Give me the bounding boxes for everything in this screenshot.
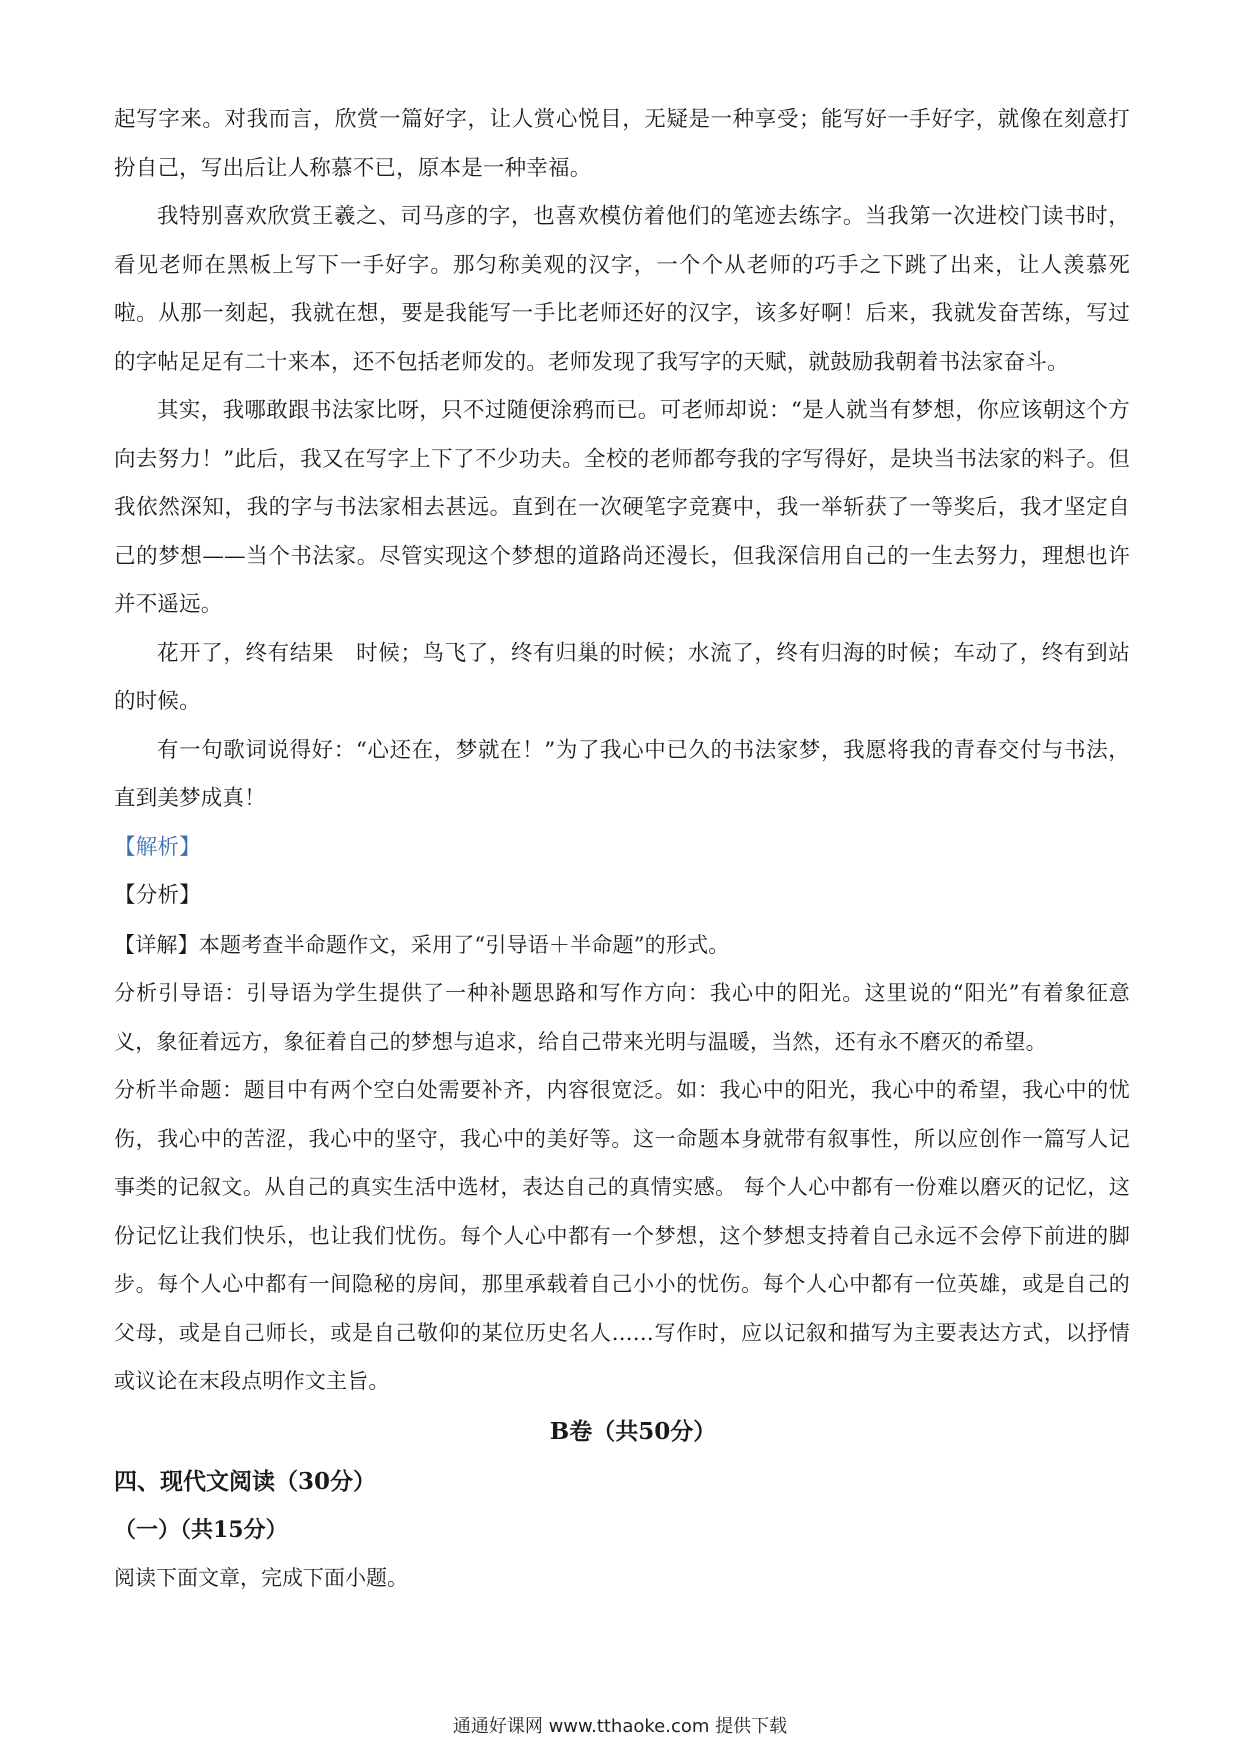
section-b-title: B卷（共50分） <box>549 1417 717 1445</box>
detail-paragraph: 【详解】本题考查半命题作文，采用了“引导语＋半命题”的形式。 <box>114 932 730 957</box>
page-content <box>114 96 1130 1602</box>
reading-instruction: 阅读下面文章，完成下面小题。 <box>114 1565 408 1590</box>
essay-paragraph: 我特别喜欢欣赏王羲之、司马彦的字，也喜欢模仿着他们的笔迹去练字。当我第一次进校门读书时，看见老师在黑板上写下一手好字。那匀称美观的汉字，一个个从老师的巧手之下跳了出来，让人羡慕死啦。从那一刻起，我就在想，要是我能写一手比老师还好的汉字，该多好啊！后来，我就发奋苦练，写过的字帖足足有二十来本，还不包括老师发的。老师发现了我写字的天赋，就鼓励我朝着书法家奋斗。 <box>114 204 1130 375</box>
page-footer: 通通好课网 www.tthaoke.com 提供下载 <box>452 1716 788 1737</box>
analysis-block <box>114 921 1130 1406</box>
jiexi-label: 【解析】 <box>114 834 201 860</box>
part-four-heading: 四、现代文阅读（30分） <box>114 1467 377 1495</box>
essay-paragraph: 有一句歌词说得好：“心还在，梦就在！”为了我心中已久的书法家梦，我愿将我的青春交付与书法，直到美梦成真！ <box>114 737 1130 811</box>
subsection-one-heading: （一）（共15分） <box>114 1516 288 1543</box>
essay-paragraph: 起写字来。对我而言，欣赏一篇好字，让人赏心悦目，无疑是一种享受；能写好一手好字，就像在刻意打扮自己，写出后让人称慕不已，原本是一种幸福。 <box>114 107 1130 181</box>
essay-paragraph: 其实，我哪敢跟书法家比呀，只不过随便涂鸦而已。可老师却说：“是人就当有梦想，你应该朝这个方向去努力！”此后，我又在写字上下了不少功夫。全校的老师都夸我的字写得好，是块当书法家的料子。但我依然深知，我的字与书法家相去甚远。直到在一次硬笔字竞赛中，我一举斩获了一等奖后，我才坚定自己的梦想——当个书法家。尽管实现这个梦想的道路尚还漫长，但我深信用自己的一生去努力，理想也许并不遥远。 <box>114 398 1130 617</box>
half-title-analysis-paragraph: 分析半命题：题目中有两个空白处需要补齐，内容很宽泛。如：我心中的阳光，我心中的希望，我心中的忧伤，我心中的苦涩，我心中的坚守，我心中的美好等。这一命题本身就带有叙事性，所以应创作一篇写人记事类的记叙文。从自己的真实生活中选材，表达自己的真情实感。 每个人心中都有一份难以磨灭的记忆，这份记忆让我们快乐，也让我们忧伤。每个人心中都有一个梦想，这个梦想支持着自己永远不会停下前进的脚步。每个人心中都有一间隐秘的房间，那里承载着自己小小的忧伤。每个人心中都有一位英雄，或是自己的父母，或是自己师长，或是自己敬仰的某位历史名人……写作时，应以记叙和描写为主要表达方式，以抒情或议论在末段点明作文主旨。 <box>114 1078 1130 1393</box>
essay-paragraph: 花开了，终有结果 时候；鸟飞了，终有归巢的时候；水流了，终有归海的时候；车动了，终有到站的时候。 <box>114 640 1130 714</box>
guide-analysis-paragraph: 分析引导语：引导语为学生提供了一种补题思路和写作方向：我心中的阳光。这里说的“阳光”有着象征意义，象征着远方，象征着自己的梦想与追求，给自己带来光明与温暖，当然，还有永不磨灭的希望。 <box>114 981 1130 1054</box>
fenxi-label: 【分析】 <box>114 883 201 908</box>
